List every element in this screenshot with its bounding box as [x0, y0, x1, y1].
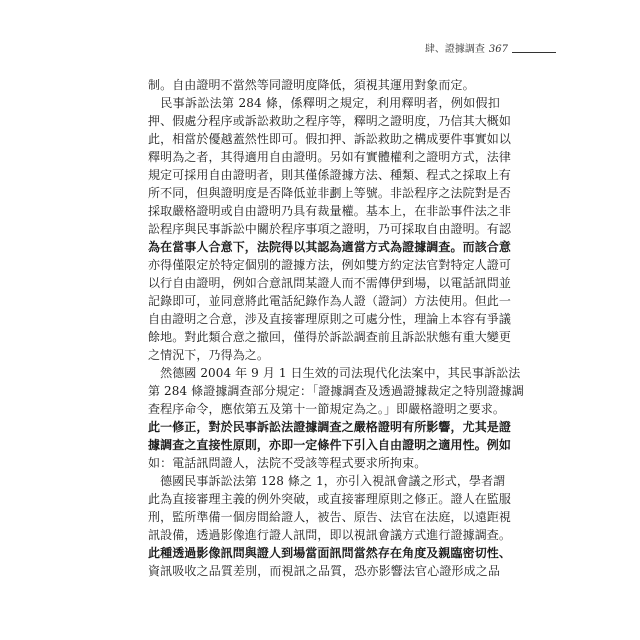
- text-line: 此為直接審理主義的例外突破，或直接審理原則之修正。證人在監服: [148, 492, 512, 506]
- text-line: 亦得僅限定於特定個別的證據方法，例如雙方約定法官對特定人證可: [148, 258, 512, 272]
- header-title: 肆、證據調查: [424, 44, 485, 55]
- text-line: 規定可採用自由證明者，則其僅係證據方法、種類、程式之採取上有: [148, 168, 512, 182]
- text-line: 此，相當於優越蓋然性即可。假扣押、訴訟救助之構成要件事實如以: [148, 132, 512, 146]
- text-line: 訟程序與民事訴訟中關於程序事項之證明，乃可採取自由證明。有認: [148, 222, 512, 236]
- text-line: 為在當事人合意下，法院得以其認為適當方式為證據調查。而該合意: [148, 240, 512, 254]
- running-header: [425, 40, 556, 55]
- text-line: 自由證明之合意，涉及直接審理原則之可處分性，理論上本容有爭議: [148, 312, 512, 326]
- text-line: 釋明為之者，其得適用自由證明。另如有實體權利之證明方式，法律: [148, 150, 512, 164]
- text-line: 此種透過影像訊問與證人到場當面訊問當然存在角度及親臨密切性、: [148, 546, 512, 560]
- header-page-number: 367: [488, 44, 508, 55]
- text-line: 所不同，但與證明度是否降低並非劃上等號。非訟程序之法院對是否: [148, 186, 512, 200]
- text-line: 餘地。對此類合意之撤回，僅得於訴訟調查前且訴訟狀態有重大變更: [148, 330, 512, 344]
- text-line: 第 284 條證據調查部分規定：「證據調查及透過證據裁定之特別證據調: [148, 384, 524, 398]
- text-line: 記錄即可，並同意將此電話紀錄作為人證（證詞）方法使用。但此一: [148, 294, 512, 308]
- text-line: 之情況下，乃得為之。: [148, 348, 270, 362]
- text-line: 德國民事訴訟法第 128 條之 1，亦引入視訊會議之形式，學者謂: [148, 474, 506, 488]
- body-text: [148, 76, 524, 580]
- text-line: 刑，監所準備一個房間給證人，被告、原告、法官在法庭，以遠距視: [148, 510, 512, 524]
- text-line: 如：電話訊問證人，法院不受該等程式要求所拘束。: [148, 456, 427, 470]
- text-line: 此一修正，對於民事訴訟法證據調查之嚴格證明有所影響，尤其是證: [148, 420, 512, 434]
- text-line: 採取嚴格證明或自由證明乃具有裁量權。基本上，在非訟事件法之非: [148, 204, 512, 218]
- text-line: 以行自由證明，例如合意訊問某證人而不需傳伊到場，以電話訊問並: [148, 276, 512, 290]
- text-line: 制。自由證明不當然等同證明度降低，須視其運用對象而定。: [148, 78, 475, 92]
- text-line: 民事訴訟法第 284 條，係釋明之規定，利用釋明者，例如假扣: [148, 96, 500, 110]
- text-line: 押、假處分程序或訴訟救助之程序等，釋明之證明度，乃信其大概如: [148, 114, 512, 128]
- text-line: 查程序命令，應依第五及第十一節規定為之。」即嚴格證明之要求。: [148, 402, 506, 416]
- text-line: 訊設備，透過影像進行證人訊問，即以視訊會議方式進行證據調查。: [148, 528, 512, 542]
- text-line: 據調查之直接性原則，亦即一定條件下引入自由證明之適用性。例如: [148, 438, 512, 452]
- text-line: 然德國 2004 年 9 月 1 日生效的司法現代化法案中，其民事訴訟法: [148, 366, 521, 380]
- text-line: 資訊吸收之品質差別，而視訊之品質，恐亦影響法官心證形成之品: [148, 564, 500, 578]
- header-rule: [512, 52, 556, 53]
